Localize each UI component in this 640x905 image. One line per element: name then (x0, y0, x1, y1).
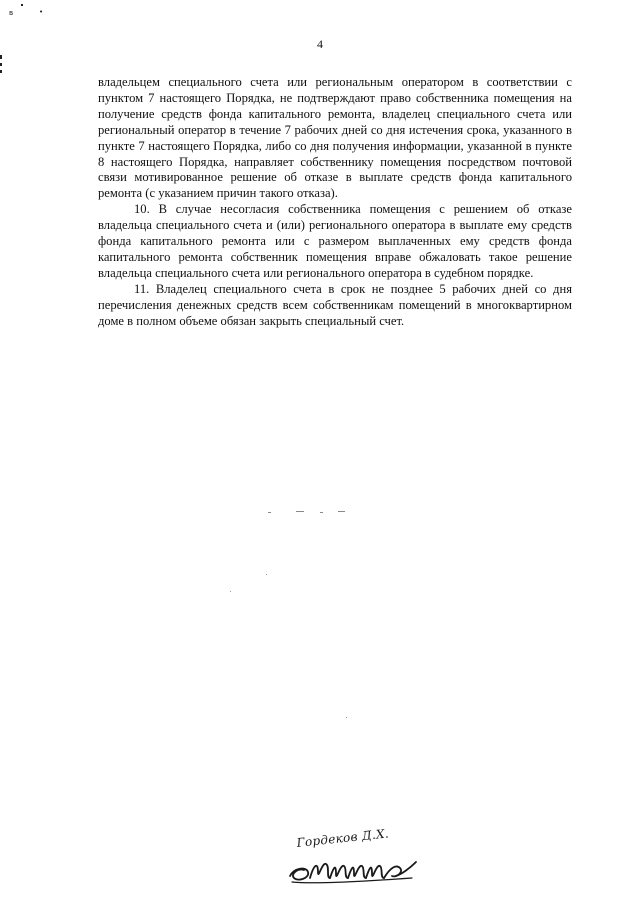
scan-speck (296, 511, 304, 512)
scan-speck (21, 4, 23, 6)
page-number: 4 (317, 37, 323, 51)
signature-caption: Гордеков Д.Х. (296, 826, 390, 850)
signature (284, 838, 424, 894)
scan-speck (346, 717, 347, 718)
scan-speck (320, 512, 323, 513)
paragraph-9-continuation: владельцем специального счета или региональным оператором в соответствии с пунктом 7 настоящего Порядка, не подтверждают право собственника помещения на получение средств фонда капитального ремонта, владелец специального счета или региональный оператор в течение 7 рабочих дней со дня истечения срока, указанного в пункте 7 настоящего Порядка, либо со дня получения информации, указанной в пункте 8 настоящего Порядка, направляет собственнику помещения посредством почтовой связи мотивированное решение об отказе в выплате средств фонда капитального ремонта (с указанием причин такого отказа). (98, 75, 572, 201)
scan-speck (0, 55, 2, 59)
scan-speck (230, 591, 231, 592)
corner-dot: • (39, 8, 44, 16)
scan-speck (0, 70, 2, 73)
corner-mark: в (9, 9, 14, 17)
scan-speck (266, 574, 267, 575)
scan-speck (338, 511, 345, 512)
scan-speck (0, 63, 2, 66)
paragraph-10: 10. В случае несогласия собственника помещения с решением об отказе владельца специального счета и (или) регионального оператора в выплате ему средств фонда капитального ремонта или с размером выплаченных ему средств фонда капитального ремонта собственник помещения вправе обжаловать такое решение владельца специального счета или регионального оператора в судебном порядке. (98, 202, 572, 280)
document-body (98, 75, 572, 330)
signature-scribble (284, 838, 424, 894)
paragraph-11: 11. Владелец специального счета в срок не позднее 5 рабочих дней со дня перечисления денежных средств всем собственникам помещений в многоквартирном доме в полном объеме обязан закрыть специальный счет. (98, 281, 572, 328)
scan-speck (268, 512, 271, 513)
